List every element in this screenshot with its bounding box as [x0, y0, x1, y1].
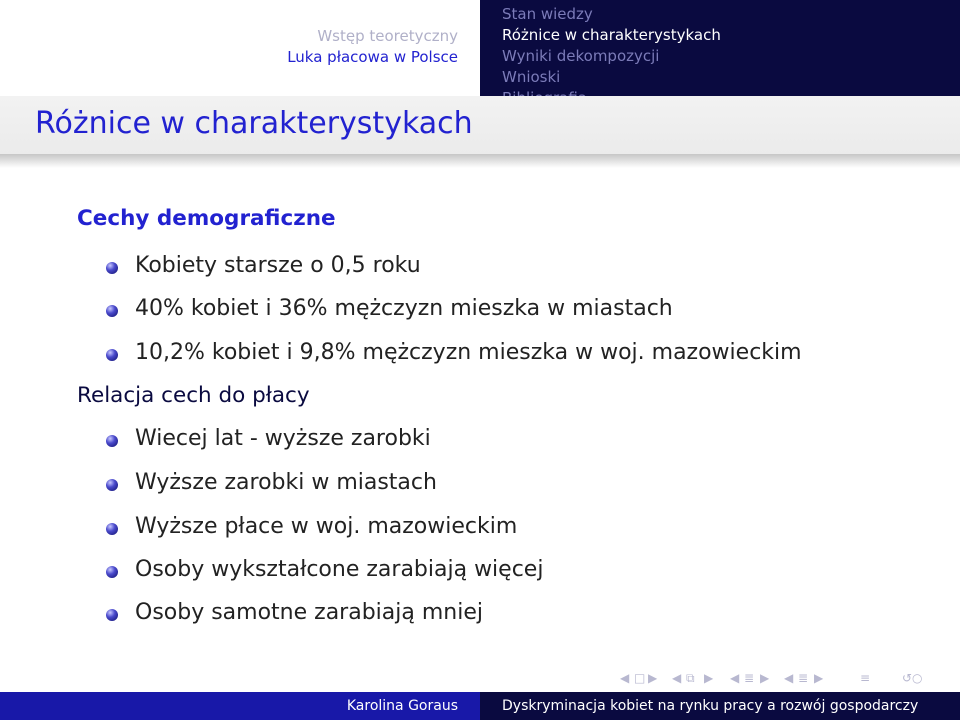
subsection-link-wnioski[interactable]: Wnioski — [502, 68, 561, 86]
subsection-navigation — [480, 0, 960, 96]
list-item-text: Wiecej lat - wyższe zarobki — [135, 426, 431, 451]
list-item-text: 10,2% kobiet i 9,8% mężczyzn mieszka w woj. mazowieckim — [135, 340, 802, 365]
subsection-icon: ≣ — [744, 671, 755, 685]
footline — [0, 692, 960, 720]
section-prev-icon[interactable]: ◀ — [784, 671, 794, 685]
bullet-icon — [106, 566, 118, 578]
slide-next-icon[interactable]: ▶ — [648, 671, 658, 685]
section-next-icon[interactable]: ▶ — [814, 671, 824, 685]
section-link-wstep[interactable]: Wstęp teoretyczny — [317, 27, 458, 45]
footer-author-bar — [0, 692, 480, 720]
footer-author: Karolina Goraus — [346, 698, 458, 714]
slide-prev-icon[interactable]: ◀ — [620, 671, 630, 685]
slide-frame-icon: □ — [634, 671, 646, 685]
section-icon: ≣ — [798, 671, 809, 685]
subsection-prev-icon[interactable]: ◀ — [730, 671, 740, 685]
list-item-text: Osoby samotne zarabiają mniej — [135, 600, 483, 625]
list-item-text: Osoby wykształcone zarabiają więcej — [135, 557, 544, 582]
frame-next-icon[interactable]: ▶ — [704, 671, 714, 685]
headline-bar — [0, 0, 960, 96]
block-title-wage-relation: Relacja cech do płacy — [77, 383, 310, 408]
page-title: Różnice w charakterystykach — [35, 106, 473, 141]
list-item-text: Kobiety starsze o 0,5 roku — [135, 253, 421, 278]
footer-title: Dyskryminacja kobiet na rynku pracy a rozwój gospodarczy — [502, 698, 919, 714]
bullet-icon — [106, 305, 118, 317]
frame-prev-icon[interactable]: ◀ — [672, 671, 682, 685]
list-item-text: 40% kobiet i 36% mężczyzn mieszka w miastach — [135, 296, 673, 321]
title-shadow — [0, 154, 960, 168]
block-title-demographics: Cechy demograficzne — [77, 206, 336, 231]
bullet-icon — [106, 349, 118, 361]
subsection-link-stan-wiedzy[interactable]: Stan wiedzy — [502, 5, 593, 23]
bullet-icon — [106, 435, 118, 447]
subsection-link-wyniki[interactable]: Wyniki dekompozycji — [502, 47, 660, 65]
bullet-icon — [106, 609, 118, 621]
frame-title-bar — [0, 96, 960, 154]
align-icon[interactable]: ≡ — [860, 671, 871, 685]
subsection-next-icon[interactable]: ▶ — [760, 671, 770, 685]
subsection-link-roznice[interactable]: Różnice w charakterystykach — [502, 26, 721, 44]
bullet-icon — [106, 262, 118, 274]
list-item-text: Wyższe zarobki w miastach — [135, 470, 437, 495]
navigation-symbols — [620, 671, 950, 689]
section-navigation — [0, 0, 480, 96]
search-icon[interactable]: ↺○ — [902, 671, 923, 685]
footer-title-bar — [480, 692, 960, 720]
list-item-text: Wyższe płace w woj. mazowieckim — [135, 514, 518, 539]
section-link-luka[interactable]: Luka płacowa w Polsce — [287, 48, 458, 66]
frame-stack-icon: ⧉ — [686, 671, 695, 685]
bullet-icon — [106, 523, 118, 535]
bullet-icon — [106, 479, 118, 491]
